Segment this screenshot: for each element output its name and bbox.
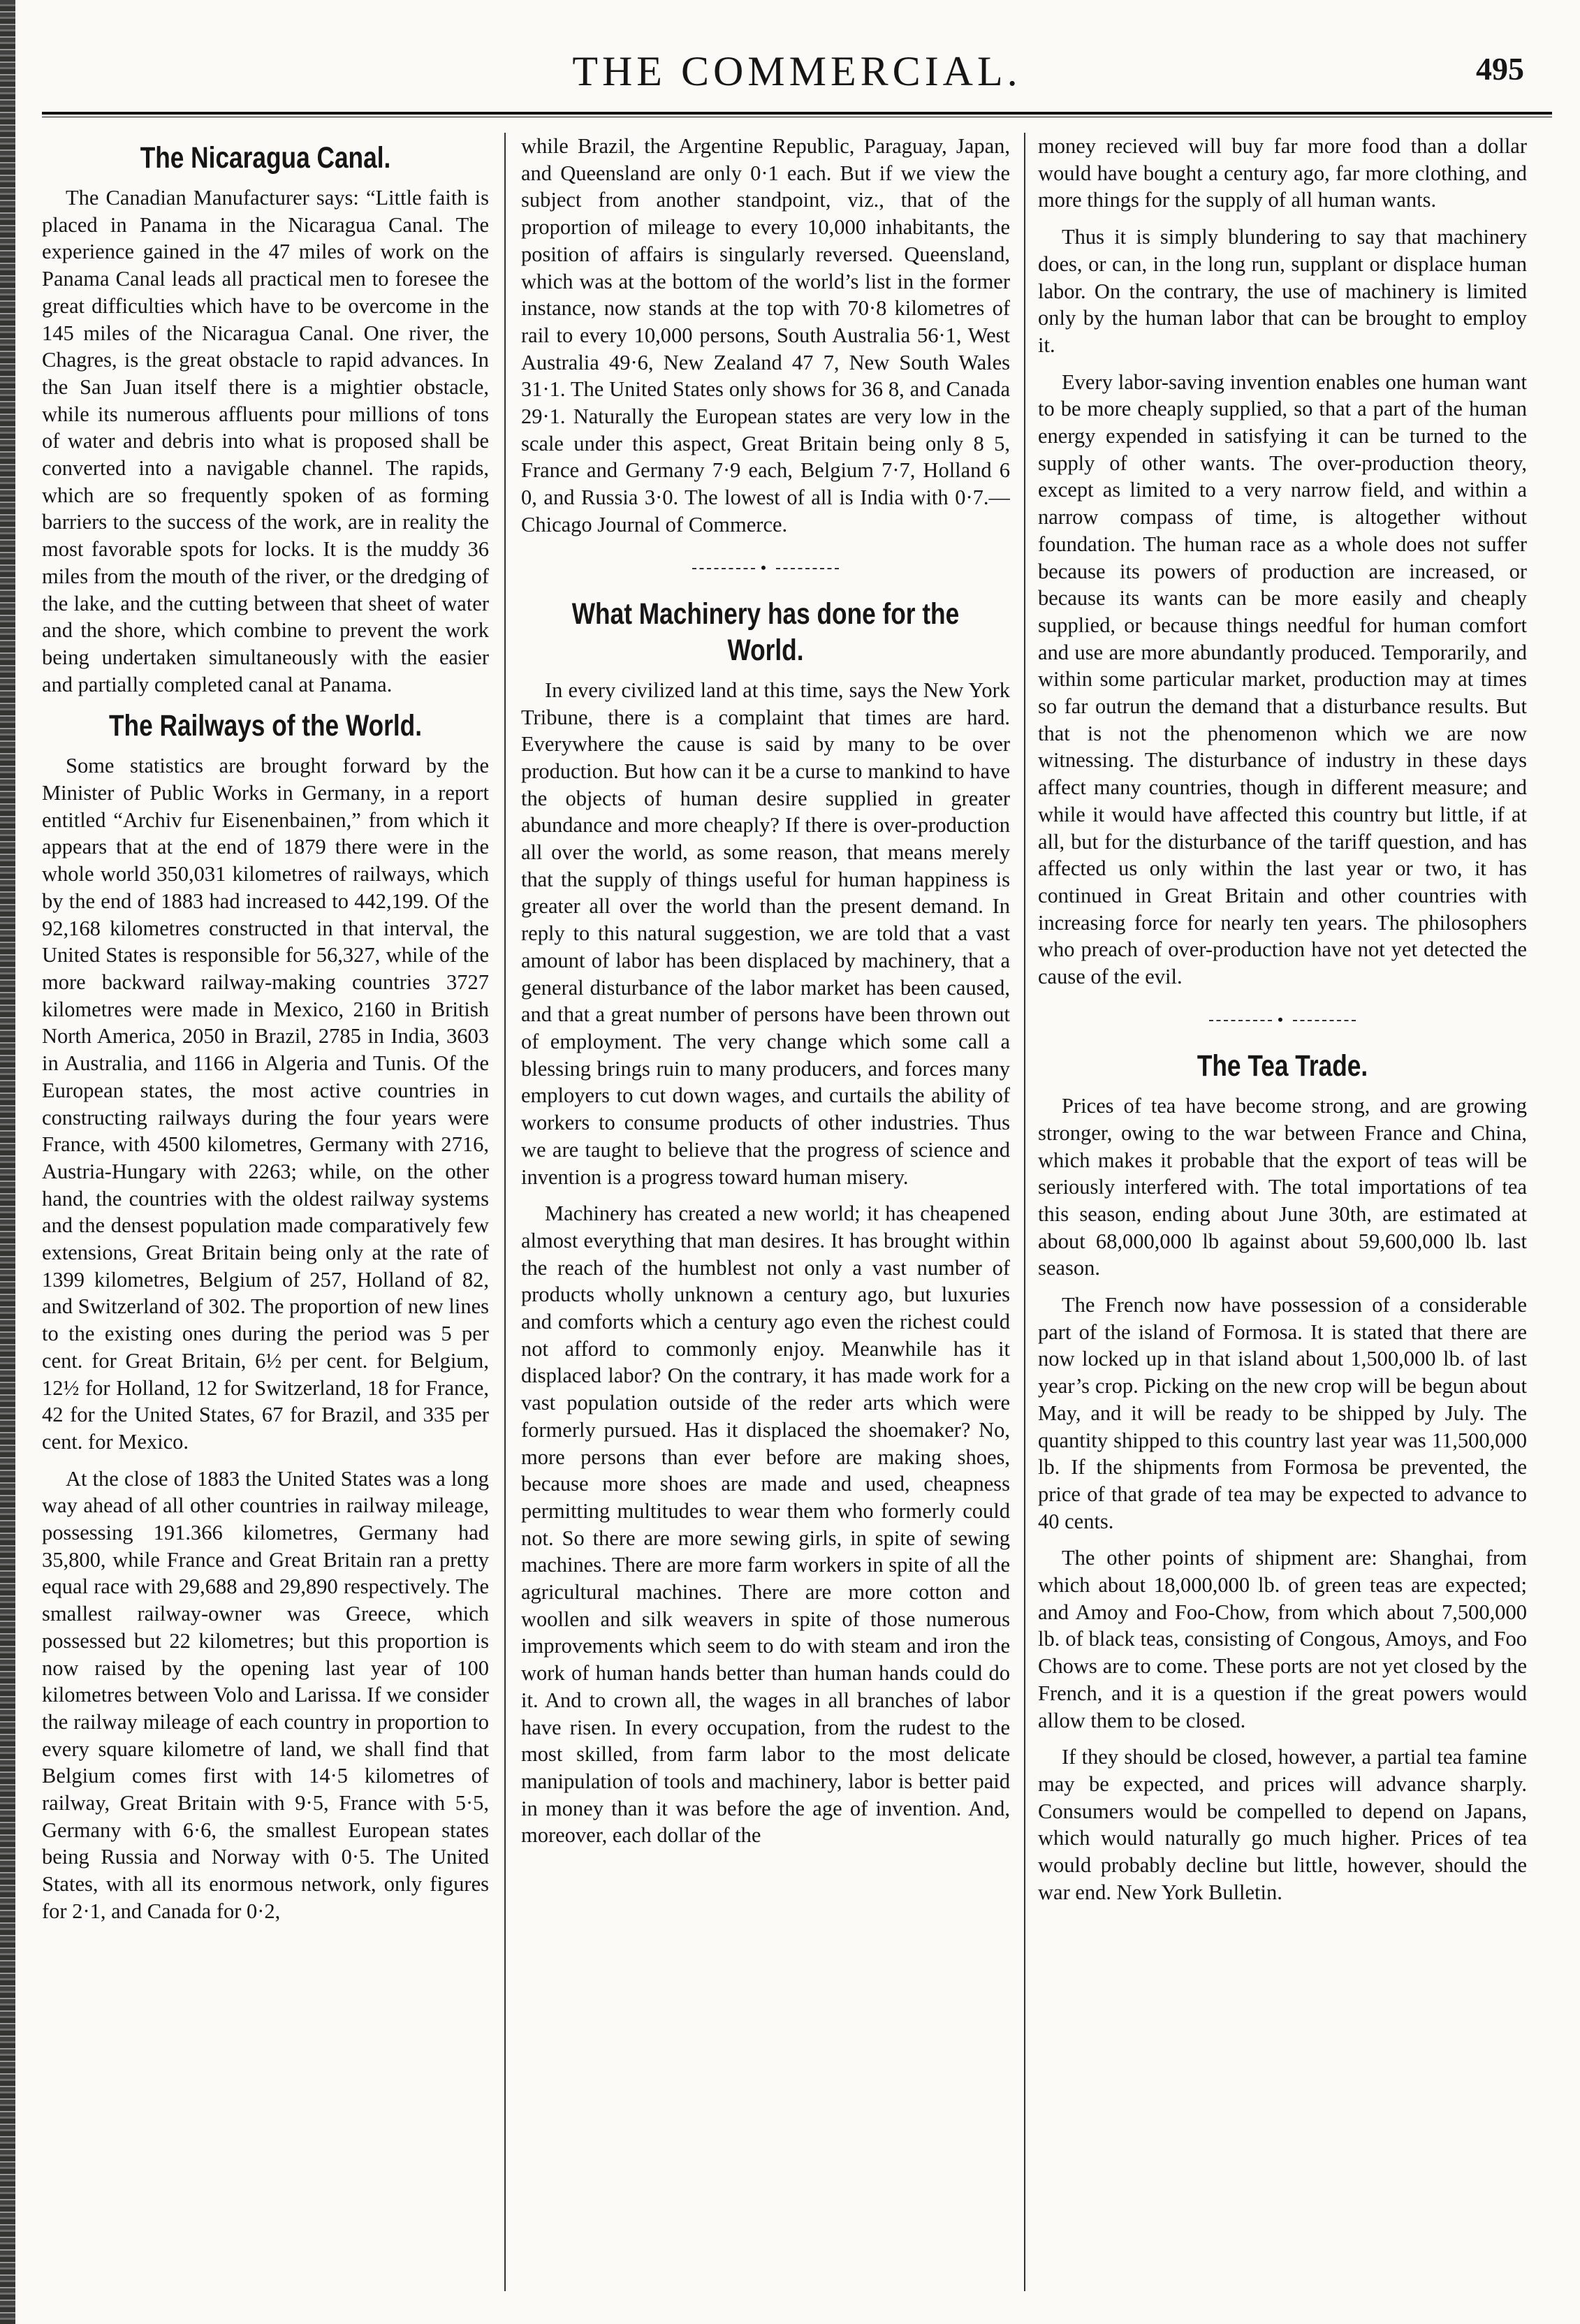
article-paragraph: The other points of shipment are: Shanghai, from which about 18,000,000 lb. of green teas are expected; and Amoy and Foo-Chow, from which about 7,500,000 lb. of black teas, consisting of Congous, Amoys, and Foo Chows are to come. These ports are not yet closed by the French, and it is a question if the great powers would allow them to be closed. [1038, 1546, 1527, 1732]
page-binding-edge [0, 0, 15, 2324]
article-heading: The Nicaragua Canal. [140, 141, 391, 175]
article-paragraph: Prices of tea have become strong, and are growing stronger, owing to the war between France and China, which makes it probable that the export of teas will be seriously interfered with. The total importations of tea this season, ending about June 30th, are estimated at about 68,000,000 lb against about 59,600,000 lb. last season. [1038, 1094, 1527, 1280]
article-paragraph: If they should be closed, however, a partial tea famine may be expected, and prices will advance sharply. Consumers would be compelled to depend on Japans, which would naturally go much higher. Prices of tea would probably decline but little, however, should the war end. New York Bulletin. [1038, 1745, 1527, 1904]
column-1 [42, 133, 489, 2291]
section-divider: • [1038, 1006, 1527, 1034]
article-heading: The Tea Trade. [1197, 1049, 1368, 1083]
article-paragraph: money recieved will buy far more food than a dollar would have bought a century ago, far more clothing, and more things for the supply of all human wants. [1038, 134, 1527, 212]
article-paragraph: In every civilized land at this time, says the New York Tribune, there is a complaint that times are hard. Everywhere the cause is said by many to be over production. But how can it be a curse to mankind to have the objects of human desire supplied in greater abundance and more cheaply? If there is over-production all over the world, as some reason, that means merely that the supply of things useful for human happiness is greater all over the world than the present demand. In reply to this natural suggestion, we are told that a vast amount of labor has been displaced by machinery, that a general disturbance of the labor market has been caused, and that a great number of persons have been thrown out of employment. The very change which some call a blessing brings ruin to many producers, and forces many employers to cut down wages, and curtails the ability of workers to consume products of other industries. Thus we are taught to believe that the progress of science and invention is a progress toward human misery. [521, 678, 1010, 1189]
article-paragraph: Machinery has created a new world; it has cheapened almost everything that man desires. It has brought within the reach of the humblest not only a vast number of products wholly unknown a century ago, but luxuries and comforts which a century ago even the richest could not afford to commonly enjoy. Meanwhile has it displaced labor? On the contrary, it has made work for a vast population outside of the reder arts which were formerly pursued. Has it displaced the shoemaker? No, more persons than ever before are making shoes, because more shoes are made and used, cheapness permitting multitudes to wear them who formerly could not. So there are more sewing girls, in spite of sewing machines. There are more farm workers in spite of all the agricultural machines. There are more cotton and woollen and silk weavers in spite of those numerous improvements which seem to do with steam and iron the work of human hands better than human hands could do it. And to crown all, the wages in all branches of labor have risen. In every occupation, from the rudest to the most skilled, from farm labor to the most delicate manipulation of tools and machinery, labor is better paid in money than it was before the age of invention. And, moreover, each dollar of the [521, 1201, 1010, 1848]
newspaper-title: THE COMMERCIAL. [572, 48, 1022, 94]
article-paragraph: Some statistics are brought forward by the Minister of Public Works in Germany, in a report entitled “Archiv fur Eisenenbainen,” from which it appears that at the end of 1879 there were in the whole world 350,031 kilometres of railways, which by the end of 1883 had increased to 442,199. Of the 92,168 kilometres constructed in that interval, the United States is responsible for 56,327, while of the more backward railway-making countries 3727 kilometres were made in Mexico, 2160 in British North America, 2050 in Brazil, 2785 in India, 3603 in Australia, and 1166 in Algeria and Tunis. Of the European states, the most active countries in constructing railways during the four years were France, with 4500 kilometres, Germany with 2716, Austria-Hungary with 2263; while, on the other hand, the countries with the oldest railway systems and the densest population made comparatively few extensions, Great Britain being only at the rate of 1399 kilometres, Belgium of 257, Holland of 82, and Switzerland of 302. The proportion of new lines to the existing ones during the period was 5 per cent. for Great Britain, 6½ per cent. for Belgium, 12½ for Holland, 12 for Switzerland, 18 for France, 42 for the United States, 67 for Brazil, and 335 per cent. for Mexico. [42, 754, 489, 1454]
article-heading: What Machinery has done for the World. [571, 597, 960, 667]
column-divider [1024, 133, 1025, 2291]
article-heading: The Railways of the World. [108, 709, 423, 743]
article-paragraph: while Brazil, the Argentine Republic, Paraguay, Japan, and Queensland are only 0·1 each. But if we view the subject from another standpoint, viz., that of the proportion of mileage to every 10,000 inhabitants, the position of affairs is singularly reversed. Queensland, which was at the bottom of the world’s list in the former instance, now stands at the top with 70·8 kilometres of rail to every 10,000 persons, South Australia 56·1, West Australia 49·6, New Zealand 47 7, New South Wales 31·1. The United States only shows for 36 8, and Canada 29·1. Naturally the European states are very low in the scale under this aspect, Great Britain being only 8 5, France and Germany 7·9 each, Belgium 7·7, Holland 6 0, and Russia 3·0. The lowest of all is India with 0·7.—Chicago Journal of Commerce. [521, 134, 1010, 536]
article-paragraph: The French now have possession of a considerable part of the island of Formosa. It is stated that there are now locked up in that island about 1,500,000 lb. of last year’s crop. Picking on the new crop will be begun about May, and it will be ready to be shipped by July. The quantity shipped to this country last year was 11,500,000 lb. If the shipments from Formosa be prevented, the price of that grade of tea may be expected to advance to 40 cents. [1038, 1293, 1527, 1533]
column-3 [1038, 133, 1527, 2291]
page-number: 495 [1476, 51, 1524, 87]
article-paragraph: The Canadian Manufacturer says: “Little faith is placed in Panama in the Nicaragua Canal. The experience gained in the 47 miles of work on the Panama Canal leads all practical men to foresee the great difficulties which have to be overcome in the 145 miles of the Nicaragua Canal. One river, the Chagres, is the great obstacle to rapid advances. In the San Juan itself there is a mightier obstacle, while its numerous affluents pour millions of tons of water and debris into what is proposed shall be converted into a navigable channel. The rapids, which are so frequently spoken of as forming barriers to the success of the work, are in reality the most favorable spots for locks. It is the muddy 36 miles from the mouth of the river, or the dredging of the lake, and the cutting between that sheet of water and the shore, which combine to prevent the work being undertaken simultaneously with the easier and partially completed canal at Panama. [42, 186, 489, 696]
header-rule [42, 112, 1552, 117]
section-divider: • [521, 554, 1010, 582]
article-paragraph: Thus it is simply blundering to say that machinery does, or can, in the long run, supplant or displace human labor. On the contrary, the use of machinery is limited only by the human labor that can be brought to employ it. [1038, 225, 1527, 357]
column-2 [521, 133, 1010, 2291]
article-paragraph: Every labor-saving invention enables one human want to be more cheaply supplied, so that a part of the human energy expended in satisfying it can be turned to the supply of other wants. The over-production theory, except as limited to a very narrow field, and within a narrow compass of time, is altogether without foundation. The human race as a whole does not suffer because its powers of production are increased, or because its wants can be more easily and cheaply supplied, or because things needful for human comfort and use are more abundantly produced. Temporarily, and within some particular market, production may at times so far outrun the demand that a disturbance results. But that is not the phenomenon which we are now witnessing. The disturbance of industry in these days affect many countries, though in different measure; and while it would have affected this country but little, if at all, but for the disturbance of the tariff question, and has affected us only within the last year or two, it has continued in Great Britain and other countries with increasing force for nearly ten years. The philosophers who preach of over-production have not yet detected the cause of the evil. [1038, 370, 1527, 989]
page-header [42, 42, 1552, 119]
article-paragraph: At the close of 1883 the United States was a long way ahead of all other countries in railway mileage, possessing 191.366 kilometres, Germany had 35,800, while France and Great Britain ran a pretty equal race with 29,688 and 29,890 respectively. The smallest railway-owner was Greece, which possessed but 22 kilometres; but this proportion is now raised by the opening last year of 100 kilometres between Volo and Larissa. If we consider the railway mileage of each country in proportion to every square kilometre of land, we shall find that Belgium comes first with 14·5 kilometres of railway, Great Britain with 9·5, France with 5·5, Germany with 6·6, the smallest European states being Russia and Norway with 0·5. The United States, with all its enormous network, only figures for 2·1, and Canada for 0·2, [42, 1466, 489, 1923]
column-divider [504, 133, 506, 2291]
